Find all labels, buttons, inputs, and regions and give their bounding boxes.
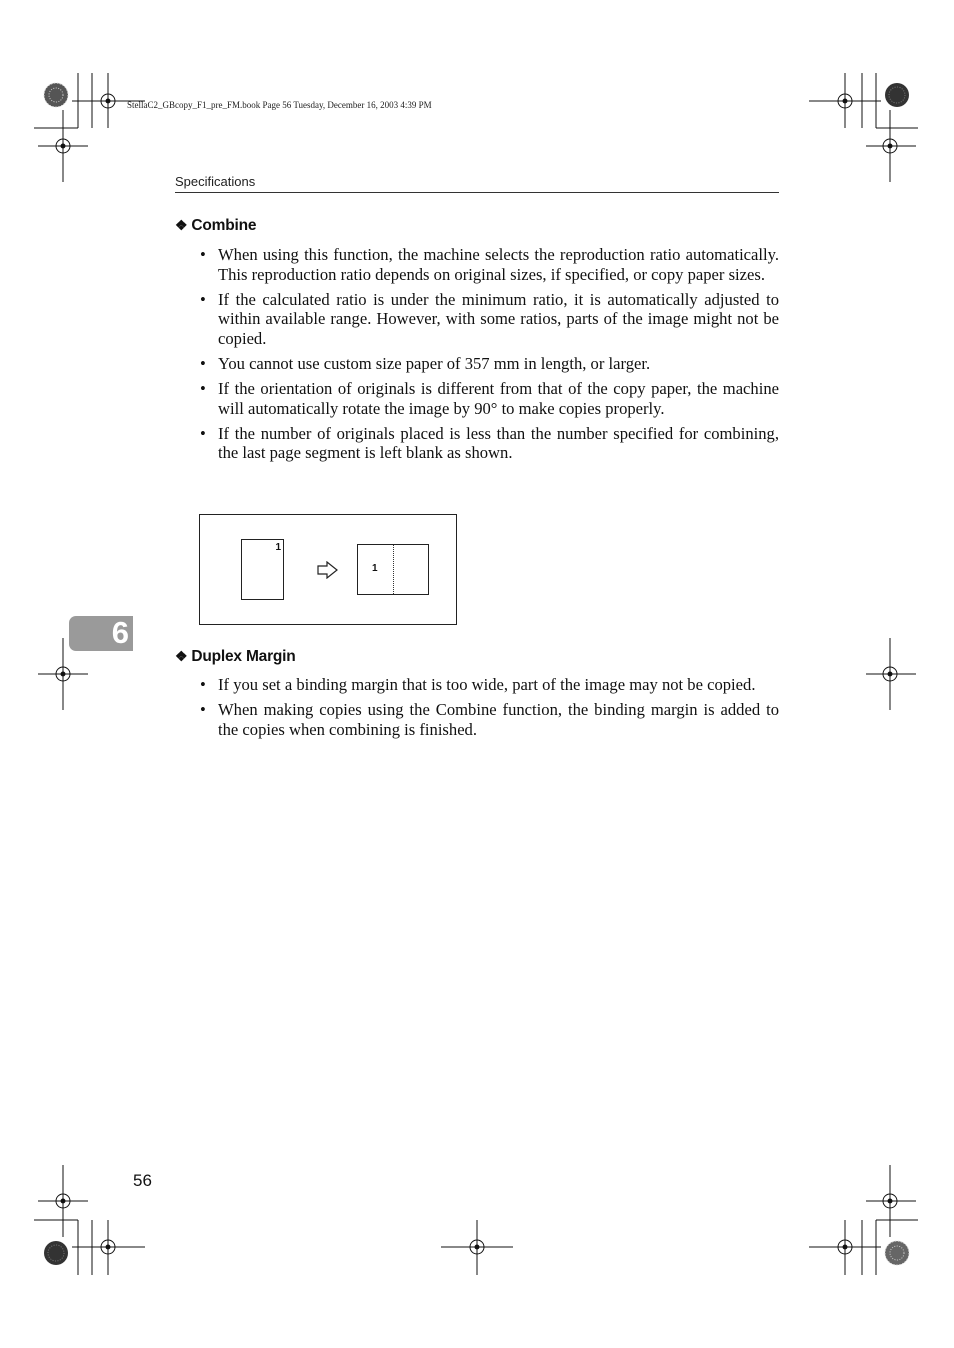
- original-page: [241, 539, 284, 600]
- combined-page: [357, 544, 429, 595]
- rosette-bottom-right: [885, 1241, 909, 1265]
- rosette-top-left: [44, 83, 68, 107]
- arrow-right-icon: [317, 561, 339, 579]
- list-item: • When using this function, the machine selects the reproduction ratio automatically. This reproduction ratio depends on original sizes, if specified, or copy paper sizes.: [198, 245, 779, 284]
- list-item: • When making copies using the Combine function, the binding margin is added to the copies when combining is finished.: [198, 700, 779, 739]
- list-item: • If the orientation of originals is different from that of the copy paper, the machine will automatically rotate the image by 90° to make copies properly.: [198, 379, 779, 418]
- list-item: • If you set a binding margin that is too wide, part of the image may not be copied.: [198, 675, 779, 695]
- original-page-number: 1: [275, 542, 281, 553]
- duplex-margin-bullet-list: [198, 675, 779, 745]
- rosette-top-right: [885, 83, 909, 107]
- list-item: • If the calculated ratio is under the minimum ratio, it is automatically adjusted to within available range. However, with some ratios, parts of the image might not be copied.: [198, 290, 779, 349]
- chapter-number: 6: [111, 615, 129, 650]
- combine-heading: [175, 217, 256, 235]
- duplex-margin-heading: [175, 648, 296, 666]
- duplex-margin-title: Duplex Margin: [191, 648, 296, 665]
- header-rule: [175, 192, 779, 193]
- file-header: StellaC2_GBcopy_F1_pre_FM.book Page 56 Tuesday, December 16, 2003 4:39 PM: [127, 100, 432, 110]
- diamond-icon: ❖: [175, 648, 188, 664]
- page-number: 56: [133, 1171, 152, 1190]
- fold-line: [393, 545, 394, 594]
- combined-page-number: 1: [372, 563, 378, 574]
- combine-bullet-list: [198, 245, 779, 468]
- list-item: • If the number of originals placed is less than the number specified for combining, the last page segment is left blank as shown.: [198, 424, 779, 463]
- running-head: Specifications: [175, 174, 256, 189]
- list-item: • You cannot use custom size paper of 357 mm in length, or larger.: [198, 354, 779, 374]
- diamond-icon: ❖: [175, 217, 188, 233]
- combine-title: Combine: [191, 217, 257, 234]
- rosette-bottom-left: [44, 1241, 68, 1265]
- chapter-tab: [69, 616, 133, 651]
